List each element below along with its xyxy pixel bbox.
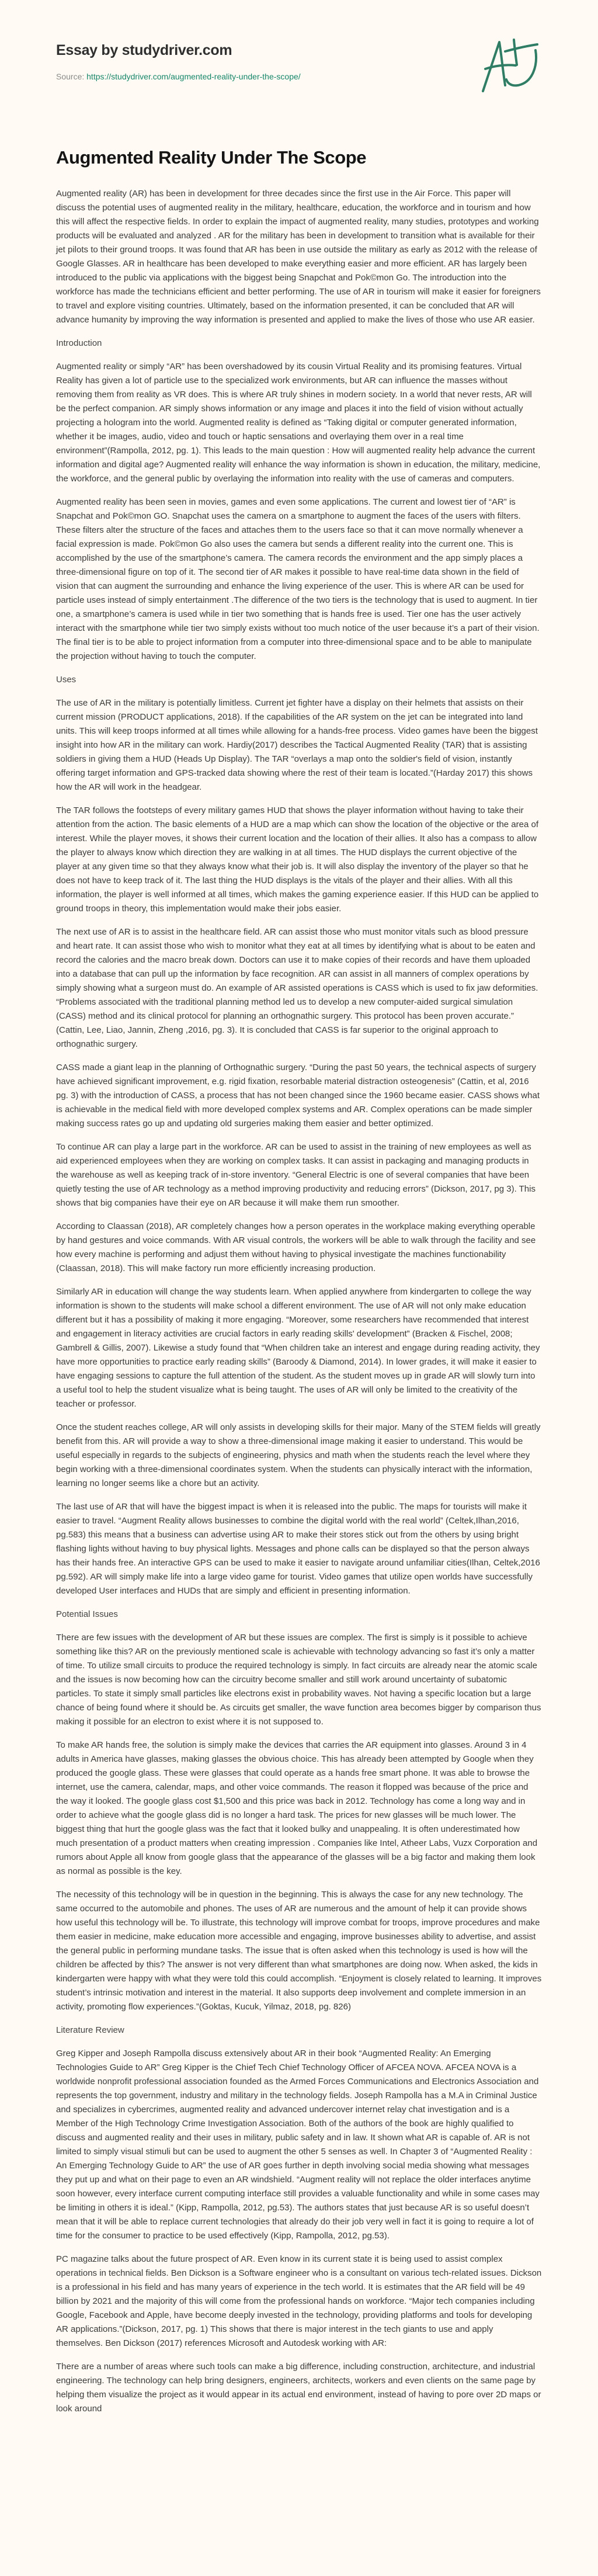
site-brand: Essay by studydriver.com xyxy=(56,42,232,58)
paragraph: PC magazine talks about the future prospect of AR. Even know in its current state it is being used to assist complex operations in technical fields. Ben Dickson is a Software engineer who is a consultant on various tech-related issues. Dickson is a professional in his field and has many years of experience in the tech world. It is estimates that the AR field will be 49 billion by 2021 and the majority of this will come from the professional hands on workforce. “Major tech companies including Google, Facebook and Apple, have become deeply invested in the technology, providing platforms and tools for developing AR applications.”(Dickson, 2017, pg. 1) This shows that there is major interest in the tech giants to use and apply themselves. Ben Dickson (2017) references Microsoft and Autodesk working with AR: xyxy=(56,2254,542,2348)
paragraph: There are a number of areas where such tools can make a big difference, including construction, architecture, and industrial engineering. The technology can help bring designers, engineers, architects, workers and even clients on the same page by helping them visualize the project as it would appear in its actual end environment, instead of having to pore over 2D maps or look around xyxy=(56,2362,541,2414)
paragraph: To make AR hands free, the solution is simply make the devices that carries the AR equipment into glasses. Around 3 in 4 adults in America have glasses, making glasses the obvious choice. This has already been attempted by Google when they produced the google glass. These were glasses that could operate as a hands free smart phone. It was able to browse the internet, use the camera, calendar, maps, and other voice commands. The reason it flopped was because of the price and the way it looked. The google glass cost $1,500 and this price was back in 2012. Technology has come a long way and in order to achieve what the google glass did is no longer a hard task. The prices for new glasses will be much lower. The biggest thing that hurt the google glass was the fact that it looked bulky and unappealing. It is often underestimated how much presentation of a product matters when creating impression . Companies like Intel, Atheer Labs, Vuzx Corporation and rumors about Apple all know from google glass that the appearance of the glasses will be a big factor and making them look as normal as possible is the key. xyxy=(56,1740,538,1876)
source-label: Source: xyxy=(56,72,87,81)
paragraph: Once the student reaches college, AR will only assists in developing skills for their major. Many of the STEM fields will greatly benefit from this. AR will provide a way to show a three-dimensional image making it easier to understand. This would be useful especially in regards to the subjects of engineering, physics and math when the students reach the level where they begin working with a three-dimensional coordinates system. When the students can physically interact with the information, learning no longer seems like a chore but an activity. xyxy=(56,1422,541,1488)
a-plus-logo-icon xyxy=(482,39,540,97)
paragraph: The necessity of this technology will be in question in the beginning. This is always the case for any new technology. The same occurred to the automobile and phones. The uses of AR are numerous and the amount of help it can provide shows how useful this technology will be. To illustrate, this technology will improve combat for troops, improve procedures and make them easier in medicine, make education more accessible and engaging, improve businesses ability to advertise, and assist the general public in performing mundane tasks. The issue that is often asked when this technology is used is how will the children be affected by this? The answer is not very different than what smartphones are doing now. When asked, the kids in kindergarten were happy with what they were told this could accomplish. “Enjoyment is closely related to learning. It improves student’s intrinsic motivation and interest in the material. It also supports deep involvement and complete immersion in an activity, promoting flow experiences.”(Goktas, Kucuk, Yilmaz, 2018, pg. 826) xyxy=(56,1890,542,2012)
paragraph: The next use of AR is to assist in the healthcare field. AR can assist those who must monitor vitals such as blood pressure and heart rate. It can assist those who wish to monitor what they eat at all times by identifying what is about to be eaten and record the calories and the macro break down. Doctors can use it to make copies of their records and have them uploaded into a database that can pull up the information by face recognition. AR can assist in all manners of complex operations by simply showing what a surgeon must do. An example of AR assisted operations is CASS which is used to fix jaw deformities. “Problems associated with the traditional planning method led us to develop a new computer-aided surgical simulation (CASS) method and its clinical protocol for planning an orthognathic surgery. This protocol has been proven accurate.” (Cattin, Lee, Liao, Jannin, Zheng ,2016, pg. 3). It is concluded that CASS is far superior to the original approach to orthognathic surgery. xyxy=(56,927,538,1049)
essay-body xyxy=(56,187,542,2416)
section-heading: Literature Review xyxy=(56,2025,124,2035)
source-link[interactable]: https://studydriver.com/augmented-reality-under-the-scope/ xyxy=(86,72,301,81)
section-heading: Uses xyxy=(56,675,77,685)
site-header xyxy=(56,0,542,146)
paragraph: Augmented reality (AR) has been in development for three decades since the first use in the Air Force. This paper will discuss the potential uses of augmented reality in the military, healthcare, education, the workforce and in tourism and how this will affect the respective fields. In order to explain the impact of augmented reality, many studies, prototypes and working products will be evaluated and analyzed . AR for the military has been in development to transition what is available for their jet pilots to their ground troops. It was found that AR has been in use outside the military as early as 2012 with the release of Google Glasses. AR in healthcare has been developed to make everything easier and more efficient. AR has largely been introduced to the public via applications with the biggest being Snapchat and Pok©mon Go. The introduction into the workforce has made the technicians efficient and better performing. The use of AR in tourism will make it easier for foreigners to travel and explore visiting countries. Ultimately, based on the information presented, it can be concluded that AR will advance humanity by improving the way information is presented and applied to make the lives of those who use AR easier. xyxy=(56,189,541,325)
paragraph: Augmented reality or simply “AR” has been overshadowed by its cousin Virtual Reality and its promising features. Virtual Reality has given a lot of particle use to the specialized work environments, but AR can influence the masses without removing them from reality as VR does. This is where AR truly shines in modern society. In a world that never rests, AR will be the perfect companion. AR simply shows information or any image and places it into the field of vision without actually projecting a hologram into the world. Augmented reality is defined as “Taking digital or computer generated information, whether it be images, audio, video and touch or haptic sensations and overlaying them over in a real time environment”(Rampolla, 2012, pg. 1). This leads to the main question : How will augmented reality help advance the current information and digital age? Augmented reality will enhance the way information is shown in education, the military, medicine, the workforce, and the general public by overlaying the information into reality with the use of cameras and computers. xyxy=(56,362,541,484)
section-heading: Potential Issues xyxy=(56,1609,118,1619)
paragraph: The last use of AR that will have the biggest impact is when it is released into the public. The maps for tourists will make it easier to travel. “Augment Reality allows businesses to combine the digital world with the real world” (Celtek,Ilhan,2016, pg.583) this means that a business can advertise using AR to make their stores stick out from the others by using bright flashing lights without having to buy physical lights. Messages and phone calls can be displayed so that the person always has their hands free. An interactive GPS can be used to make it easier to navigate around unfamiliar cities(Ilhan, Celtek,2016 pg.592). AR will simply make life into a large video game for tourist. Video games that utilize open worlds have successfully developed User interfaces and HUDs that are simply and efficient in presenting information. xyxy=(56,1502,540,1596)
paragraph: The TAR follows the footsteps of every military games HUD that shows the player information without having to take their attention from the action. The basic elements of a HUD are a map which can show the location of the objective or the area of interest. While the player moves, it shows their current location and the location of their allies. It also has a compass to allow the player to always know which direction they are walking in at all times. The HUD displays the current objective of the player at any given time so that they always know what their job is. It will also display the inventory of the player so that he does not have to keep track of it. The last thing the HUD displays is the vitals of the player and their allies. With all this information, the player is well informed at all times, which makes the gaming experience easier. If this HUD can be applied to ground troops in theory, this implementation would make their jobs easier. xyxy=(56,806,539,914)
paragraph: According to Claassan (2018), AR completely changes how a person operates in the workplace making everything operable by hand gestures and voice commands. With AR visual controls, the workers will be able to walk through the facility and see how every machine is performing and adjust them without having to physical investigate the machines functionability (Claassan, 2018). This will make factory run more efficiently increasing production. xyxy=(56,1221,536,1273)
paragraph: Augmented reality has been seen in movies, games and even some applications. The current and lowest tier of “AR” is Snapchat and Pok©mon GO. Snapchat uses the camera on a smartphone to augment the faces of the users with filters. These filters alter the structure of the faces and attaches them to the users face so that it can move normally whenever a facial expression is made. Pok©mon Go also uses the camera but sends a different reality into the current one. This is accomplished by the use of the smartphone’s camera. The camera records the environment and the app simply places a three-dimensional figure on top of it. The second tier of AR makes it possible to have real-time data shown in the field of vision that can augment the surrounding and enhance the living experience of the user. This is where AR can be used for particle uses instead of simply entertainment .The difference of the two tiers is the technology that is used to augment. In tier one, a smartphone’s camera is used while in tier two something that is hands free is used. Tier one has the user actively interact with the smartphone while tier two simply exists without too much notice of the user because it’s a part of their vision. The final tier is to be able to project information from a computer into three-dimensional space and to be able to manipulate the projection without having to touch the computer. xyxy=(56,497,540,661)
paragraph: To continue AR can play a large part in the workforce. AR can be used to assist in the training of new employees as well as aid experienced employees when they are working on complex tasks. It can assist in packaging and managing products in the warehouse as well as keeping track of in-store inventory. “General Electric is one of several companies that have been quietly testing the use of AR technology as a method improving productivity and reducing errors” (Dickson, 2017, pg 3). This shows that big companies have their eye on AR because it will make them run smoother. xyxy=(56,1142,536,1208)
paragraph: Similarly AR in education will change the way students learn. When applied anywhere from kindergarten to college the way information is shown to the students will make school a different environment. The use of AR will not only make education different but it has a possibility of making it more engaging. “Moreover, some researchers have recommended that interest and engagement in literacy activities are crucial factors in early reading skills' development” (Bracken & Fischel, 2008; Gambrell & Gillis, 2007). Likewise a study found that “When children take an interest and engage during reading activity, they have more opportunities to practice early reading skills” (Baroody & Diamond, 2014). In lower grades, it will make it easier to have engaging sessions to capture the full attention of the student. As the student moves up in grade AR will slowly turn into a useful tool to help the student visualize what is being taught. The uses of AR will only be limited to the creativity of the teacher or professor. xyxy=(56,1287,540,1409)
page-title: Augmented Reality Under The Scope xyxy=(56,147,367,168)
paragraph: Greg Kipper and Joseph Rampolla discuss extensively about AR in their book “Augmented Reality: An Emerging Technologies Guide to AR” Greg Kipper is the Chief Tech Chief Technology Officer of AFCEA NOVA. AFCEA NOVA is a worldwide nonprofit professional association founded as the Armed Forces Communications and Electronics Association and represents the top government, industry and military in the technology fields. Joseph Rampolla has a M.A in Criminal Justice and specializes in cybercrimes, augmented reality and advanced undercover internet relay chat investigation and is a Member of the High Technology Crime Investigation Association. Both of the authors of the book are highly qualified to discuss and augmented reality and their uses in military, public safety and in law. It shown what AR is capable of. AR is not limited to simply visual stimuli but can be used to augment the other 5 senses as well. In Chapter 3 of “Augmented Reality : An Emerging Technology Guide to AR” the use of AR goes further in depth involving social media showing what messages they put up and what on their page to even an AR windshield. “Augment reality will not replace the older interfaces anytime soon however, every interface current computing interface still provides a valuable functionality and while in some cases may be limiting in others it is ideal.” (Kipp, Rampolla, 2012, pg.53). The authors states that just because AR is so useful doesn’t mean that it will be able to replace current technologies that already do their job very well in fact it is going to require a lot of time for the consumer to practice to be used effectively (Kipp, Rampolla, 2012, pg.53). xyxy=(56,2049,540,2241)
source-line xyxy=(56,72,301,81)
paragraph: There are few issues with the development of AR but these issues are complex. The first is simply is it possible to achieve something like this? AR on the previously mentioned scale is achievable with technology advancing so fast it’s only a matter of time. To utilize small circuits to produce the required technology is simply. In fact circuits are already near the atomic scale and the issues is now becoming how can the circuitry become smaller and still work around uncertainty of subatomic particles. To state it simply small particles like electrons exist in probability waves. Not having a specific location but a large chance of being found where it should be. As circuits get smaller, the wave function area becomes bigger by comparison thus making it possible for an electron to exist where it is not supposed to. xyxy=(56,1633,541,1727)
paragraph: CASS made a giant leap in the planning of Orthognathic surgery. “During the past 50 years, the technical aspects of surgery have achieved significant improvement, e.g. rigid fixation, resorbable material distraction osteogenesis” (Cattin, et al, 2016 pg. 3) with the introduction of CASS, a process that has not been changed since the 1960 became easier. CASS shows what is achievable in the medical field with more developed complex systems and AR. Complex operations can be made simpler making success rates go up and updating old surgeries making them easier and better optimized. xyxy=(56,1063,540,1129)
section-heading: Introduction xyxy=(56,338,102,348)
paragraph: The use of AR in the military is potentially limitless. Current jet fighter have a display on their helmets that assists on their current mission (PRODUCT applications, 2018). If the capabilities of the AR system on the jet can be integrated into land units. This will keep troops informed at all times while allowing for a hands-free process. Video games have been the biggest insight into how AR in the military can work. Hardiy(2017) describes the Tactical Augmented Reality (TAR) that is assisting soldiers in giving them a HUD (Heads Up Display). The TAR “overlays a map onto the soldier's field of vision, instantly offering target information and GPS-tracked data showing where the rest of their team is located.”(Harday 2017) this shows how the AR will work in the headgear. xyxy=(56,698,538,792)
